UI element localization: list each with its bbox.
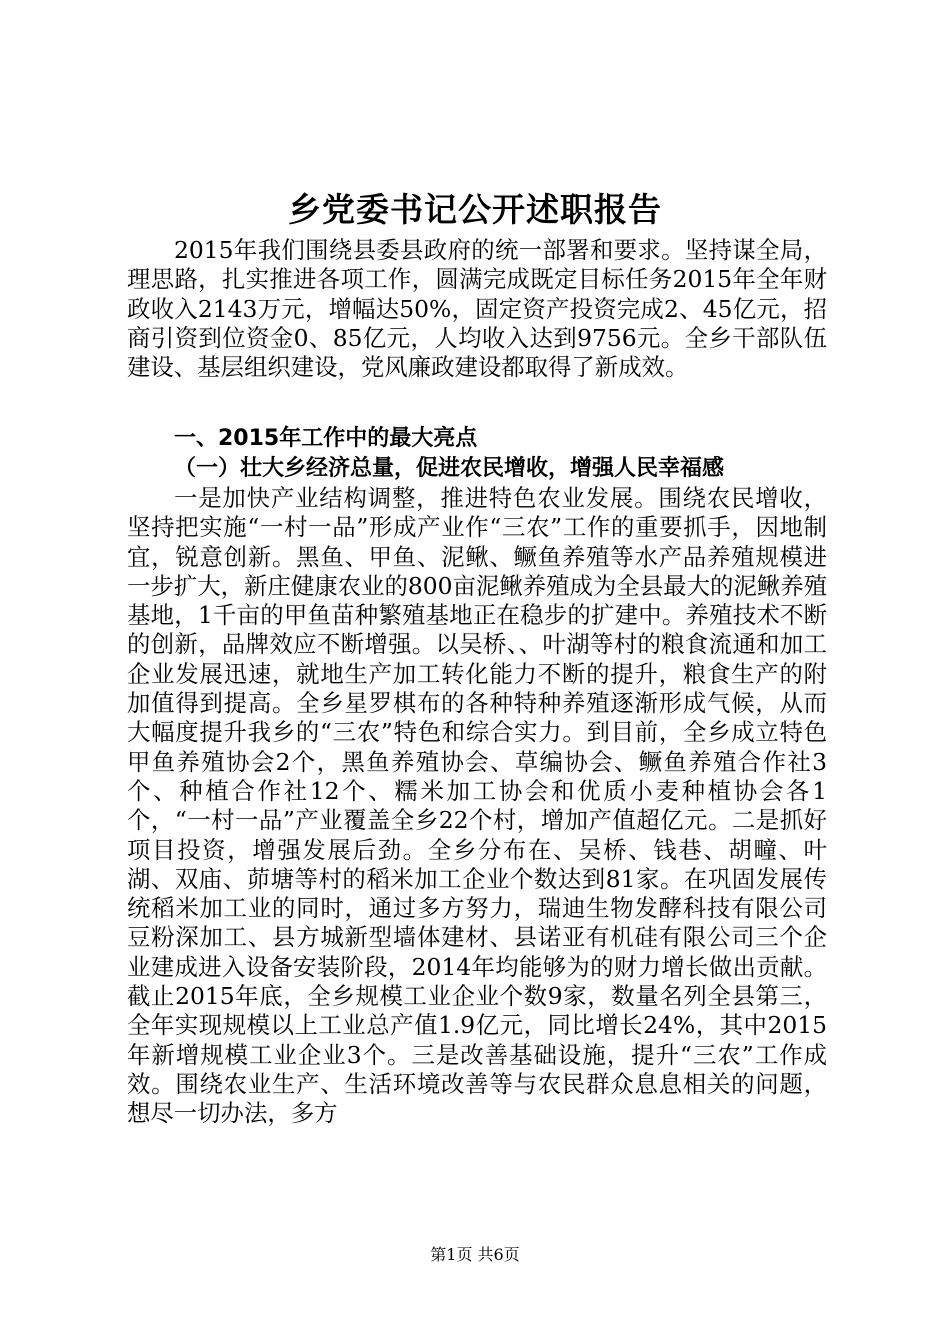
document-title: 乡党委书记公开述职报告 bbox=[288, 190, 662, 229]
subsection-heading: （一）壮大乡经济总量，促进农民增收，增强人民幸福感 bbox=[174, 456, 725, 481]
body-paragraph: 2015年我们围绕县委县政府的统一部署和要求。坚持谋全局，理思路，扎实推进各项工作，圆满完成既定目标任务2015年全年财政收入2143万元，增幅达50%，固定资产投资完成2、45亿元，招商引资到位资金0、85亿元，人均收入达到9756元。全乡干部队伍建设、基层组织建设，党风廉政建设都取得了新成效。 bbox=[127, 236, 827, 382]
section-heading: 一、2015年工作中的最大亮点 bbox=[174, 426, 478, 451]
page-number: 第1页 共6页 bbox=[430, 1245, 520, 1264]
body-paragraph: 一是加快产业结构调整，推进特色农业发展。围绕农民增收，坚持把实施“一村一品”形成产业作“三农”工作的重要抓手，因地制宜，锐意创新。黑鱼、甲鱼、泥鳅、鳜鱼养殖等水产品养殖规模进一步扩大，新庄健康农业的800亩泥鳅养殖成为全县最大的泥鳅养殖基地，1千亩的甲鱼苗种繁殖基地正在稳步的扩建中。养殖技术不断的创新，品牌效应不断增强。以吴桥、、叶湖等村的粮食流通和加工企业发展迅速，就地生产加工转化能力不断的提升，粮食生产的附加值得到提高。全乡星罗棋布的各种特种养殖逐渐形成气候，从而大幅度提升我乡的“三农”特色和综合实力。到目前，全乡成立特色甲鱼养殖协会2个，黑鱼养殖协会、草编协会、鳜鱼养殖合作社3个、种植合作社12个、糯米加工协会和优质小麦种植协会各1个，“一村一品”产业覆盖全乡22个村，增加产值超亿元。二是抓好项目投资，增强发展后劲。全乡分布在、吴桥、钱巷、胡疃、叶湖、双庙、茆塘等村的稻米加工企业个数达到81家。在巩固发展传统稻米加工业的同时，通过多方努力，瑞迪生物发酵科技有限公司豆粉深加工、县方城新型墙体建材、县诺亚有机硅有限公司三个企业建成进入设备安装阶段，2014年均能够为的财力增长做出贡献。截止2015年底，全乡规模工业企业个数9家，数量名列全县第三，全年实现规模以上工业总产值1.9亿元，同比增长24%，其中2015年新增规模工业企业3个。三是改善基础设施，提升“三农”工作成效。围绕农业生产、生活环境改善等与农民群众息息相关的问题，想尽一切办法，多方 bbox=[127, 484, 827, 1128]
